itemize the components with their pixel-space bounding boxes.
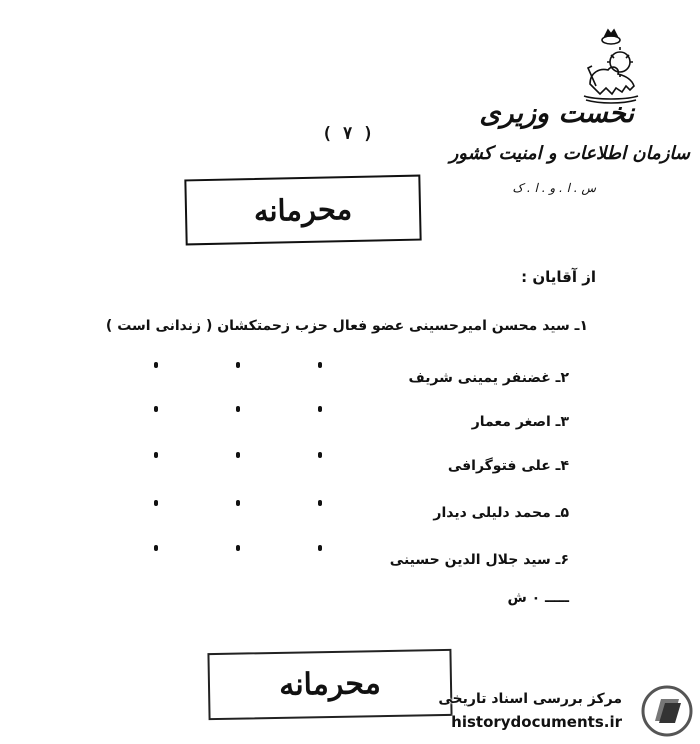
page-number: ( ۷ ) — [322, 124, 374, 144]
lion-and-sun-emblem-icon — [576, 28, 646, 106]
ditto-marks — [150, 452, 330, 464]
ditto-marks — [150, 406, 330, 418]
archive-logo-icon — [641, 685, 693, 737]
list-item: ۴ـ علی فتوگرافی — [447, 458, 569, 474]
stamp-label: محرمانه — [253, 191, 353, 229]
ministry-title: نخست وزیری — [479, 98, 634, 129]
list-item: ۵ـ محمد دلیلی دیدار — [433, 505, 569, 521]
watermark — [418, 683, 700, 744]
confidential-stamp-bottom — [207, 649, 452, 720]
ditto-marks — [150, 545, 330, 557]
watermark-name: مرکز بررسی اسناد تاریخی — [438, 691, 622, 707]
list-item: ۲ـ غضنفر یمینی شریف — [408, 370, 569, 386]
end-mark: ـــــ ۰ ش — [507, 590, 569, 606]
confidential-stamp-top — [184, 175, 421, 246]
list-item: ۳ـ اصغر معمار — [471, 414, 569, 430]
list-item: ۱ـ سید محسن امیرحسینی عضو فعال حزب زحمتکشان ( زندانی است ) — [105, 318, 588, 334]
organization-name: سازمان اطلاعات و امنیت کشور — [449, 143, 690, 164]
ditto-marks — [150, 500, 330, 512]
list-item: ۶ـ سید جلال الدین حسینی — [389, 552, 569, 568]
watermark-url: historydocuments.ir — [451, 713, 622, 731]
reference-code: س . ا . و . ا . ک — [512, 181, 596, 195]
stamp-label: محرمانه — [278, 666, 382, 703]
addressee-line: از آقایان : — [521, 268, 596, 286]
ditto-marks — [150, 362, 330, 374]
